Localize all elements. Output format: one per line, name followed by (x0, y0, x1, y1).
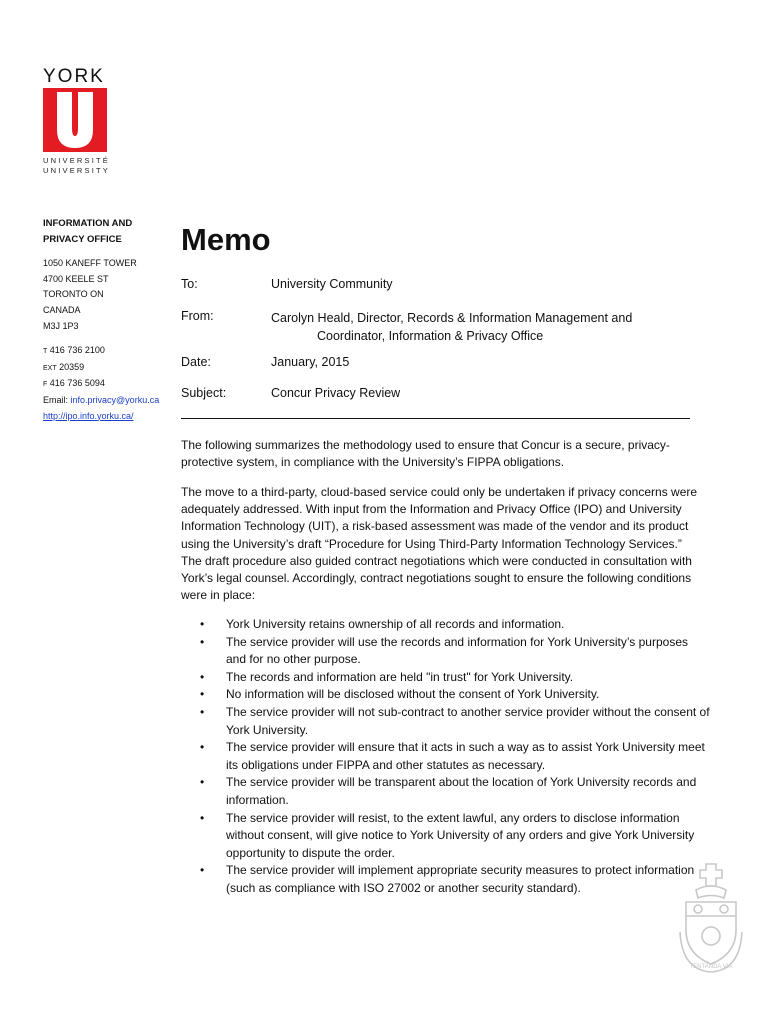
university-crest-watermark (676, 858, 746, 976)
ext-line: EXT 20359 (43, 361, 85, 372)
logo-university: UNIVERSITY (43, 166, 111, 175)
address-line: 4700 KEELE ST (43, 273, 109, 284)
paragraph-intro: The following summarizes the methodology used to ensure that Concur is a secure, privacy-protective system, in compliance with the University’s FIPPA obligations. (181, 438, 670, 470)
list-item: • York University retains ownership of all records and information. (200, 617, 565, 631)
crest-motto: TENTANDA VIA (689, 964, 733, 970)
logo-universite: UNIVERSITÉ (43, 156, 111, 165)
address-line: TORONTO ON (43, 289, 104, 300)
subject-value: Concur Privacy Review (271, 386, 401, 400)
header-divider (181, 418, 690, 419)
address-line: 1050 KANEFF TOWER (43, 258, 137, 269)
list-item: • The service provider will use the records and information for York University’s purposes and for no other purpose. (200, 634, 688, 667)
list-item: • The service provider will resist, to the extent lawful, any orders to disclose information without consent, will give notice to York University of any orders and give York University opportunity to dispute the order. (200, 810, 695, 860)
from-value: Carolyn Heald, Director, Records & Information Management and Coordinator, Information & Privacy Office (271, 311, 633, 343)
list-item: • No information will be disclosed without the consent of York University. (200, 687, 600, 702)
memo-title: Memo (181, 222, 271, 257)
website-link[interactable]: http://ipo.info.yorku.ca/ (43, 410, 134, 421)
logo-u-mark (43, 88, 107, 152)
list-item: • The service provider will implement appropriate security measures to protect information (such as compliance with ISO 27002 or another security standard). (200, 863, 695, 895)
date-label: Date: (181, 355, 211, 369)
conditions-list (200, 616, 710, 898)
paragraph-methodology: The move to a third-party, cloud-based service could only be undertaken if privacy concerns were adequately addressed. With input from the Information and Privacy Office (IPO) and University Information Technology (UIT), a risk-based assessment was made of the vendor and its product using the University’s draft “Procedure for Using Third-Party Information Technology Services.” The draft procedure also guided contract negotiations which were conducted in consultation with York’s legal counsel. Accordingly, contract negotiations sought to ensure the following conditions were in place: (181, 485, 698, 603)
email-link[interactable]: info.privacy@yorku.ca (70, 394, 160, 405)
office-name-line1: INFORMATION AND (43, 218, 133, 229)
york-university-logo (43, 67, 111, 176)
date-value: January, 2015 (271, 355, 350, 369)
office-name-line2: PRIVACY OFFICE (43, 233, 122, 245)
address-line: M3J 1P3 (43, 320, 79, 331)
from-label: From: (181, 309, 214, 323)
list-item: • The records and information are held "in trust" for York University. (200, 669, 574, 684)
subject-label: Subject: (181, 386, 227, 400)
to-label: To: (181, 277, 198, 291)
address-line: CANADA (43, 304, 81, 315)
contact-sidebar (43, 216, 168, 424)
to-value: University Community (271, 277, 393, 291)
list-item: • The service provider will not sub-contract to another service provider without the consent of York University. (200, 704, 710, 737)
list-item: • The service provider will ensure that it acts in such a way as to assist York University meet its obligations under FIPPA and other statutes as necessary. (200, 740, 705, 772)
fax-line: F 416 736 5094 (43, 378, 105, 389)
logo-wordmark: YORK (43, 66, 105, 87)
phone-line: T 416 736 2100 (43, 345, 105, 356)
email-line: Email: info.privacy@yorku.ca (43, 394, 160, 405)
list-item: • The service provider will be transparent about the location of York University records and information. (200, 775, 697, 807)
